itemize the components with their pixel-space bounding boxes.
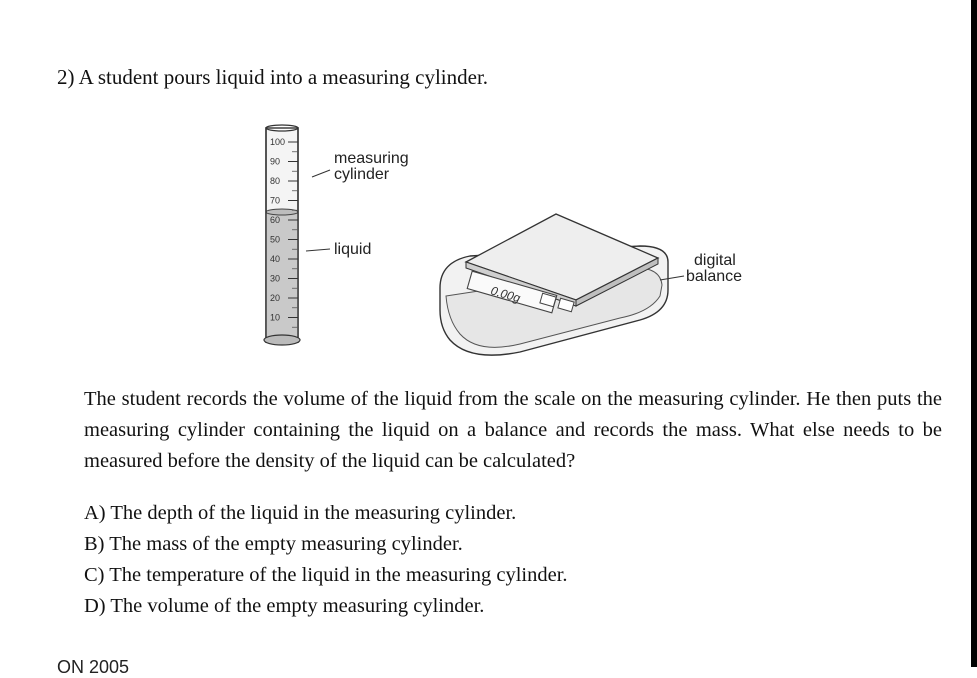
liquid-pointer-line [306,249,330,251]
cylinder-label-line1: measuring [334,150,409,167]
cylinder-label-line2: cylinder [334,166,390,183]
option-a: A) The depth of the liquid in the measuring cylinder. [84,502,517,524]
cylinder-pointer-line [312,170,330,177]
scale-tick-label: 70 [270,195,281,206]
scale-tick-label: 10 [270,312,281,323]
scale-tick-label: 30 [270,273,281,284]
measuring-cylinder [264,125,300,345]
scale-tick-label: 20 [270,293,281,303]
liquid-label: liquid [334,241,372,258]
footer-text: ON 2005 [57,657,130,677]
balance-display-reading: 0.00g [489,283,522,306]
scale-tick-label: 100 [270,137,286,147]
option-c: C) The temperature of the liquid in the measuring cylinder. [84,564,568,586]
scale-tick-label: 50 [270,234,281,245]
question-title: 2) A student pours liquid into a measuring cylinder. [57,65,489,89]
scale-tick-label: 40 [270,254,281,264]
option-b: B) The mass of the empty measuring cylinder. [84,533,463,555]
scale-tick-label: 60 [270,215,281,225]
balance-label-line1: digital [694,252,736,269]
balance-label-line2: balance [686,268,743,285]
scale-tick-label: 90 [270,156,281,167]
option-d: D) The volume of the empty measuring cylinder. [84,595,485,617]
scale-tick-label: 80 [270,176,281,186]
question-body: The student records the volume of the liquid from the scale on the measuring cylinder. He then puts the measuring cylinder containing the liquid on a balance and records the mass. What else needs to be measured before the density of the liquid can be calculated? [84,388,942,472]
digital-balance [440,214,668,355]
answer-options [84,498,568,622]
